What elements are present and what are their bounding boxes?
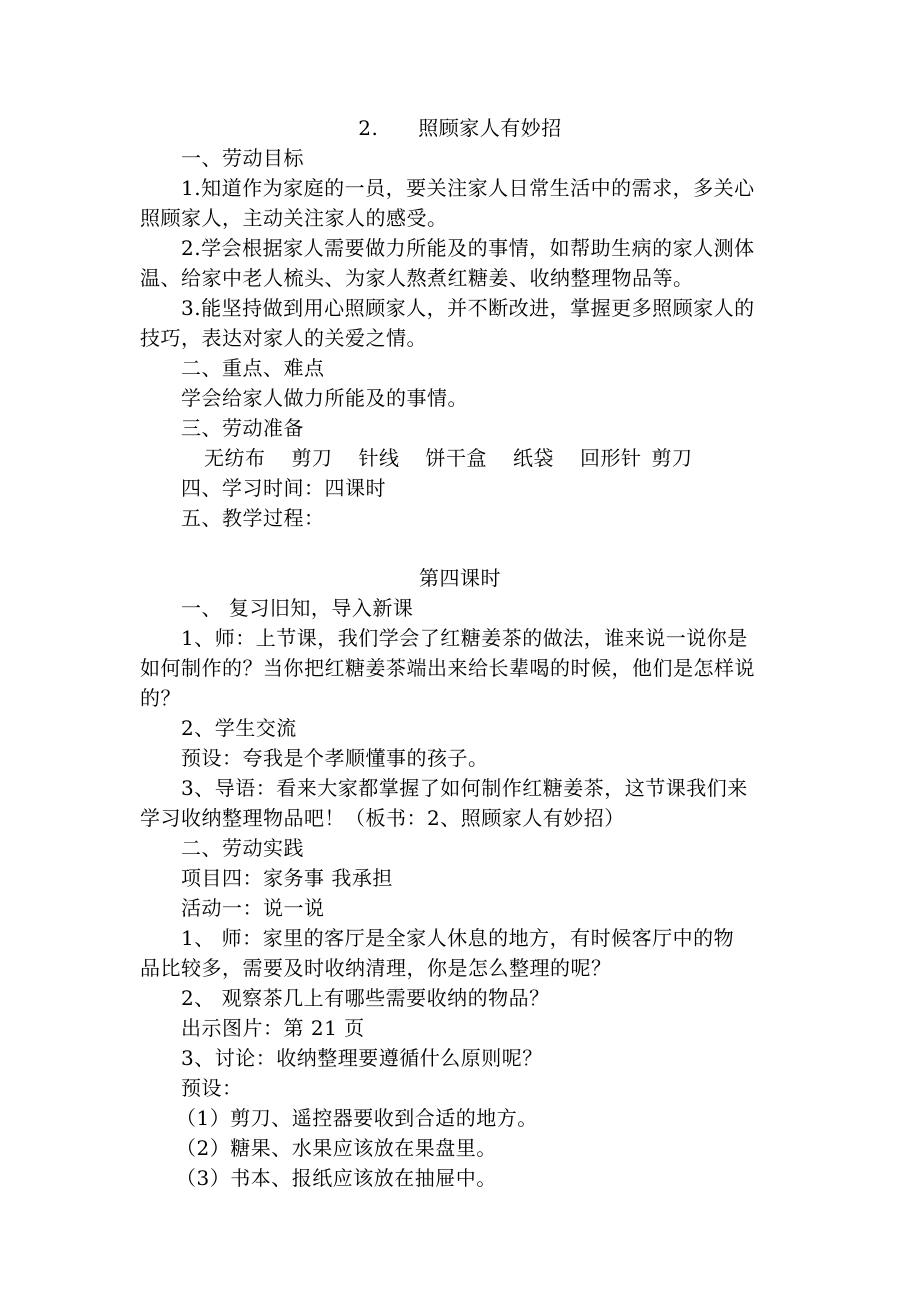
activity-item-2-picture: 出示图片：第 21 页	[181, 1016, 365, 1040]
title-text: 照顾家人有妙招	[418, 116, 562, 140]
activity-item-2: 2、 观察茶几上有哪些需要收纳的物品？	[181, 986, 550, 1010]
activity-1-title: 活动一：说一说	[181, 896, 325, 920]
goal-3-line-2: 技巧，表达对家人的关爱之情。	[140, 326, 427, 350]
principle-item-3: （3）书本、报纸应该放在抽屉中。	[176, 1166, 497, 1190]
goal-3-line-1: 3.能坚持做到用心照顾家人，并不断改进，掌握更多照顾家人的	[181, 296, 755, 320]
key-point-text: 学会给家人做力所能及的事情。	[181, 386, 468, 410]
part-1-heading: 一、 复习旧知，导入新课	[181, 596, 414, 620]
activity-item-3: 3、讨论：收纳整理要遵循什么原则呢？	[181, 1046, 543, 1070]
activity-item-1-line-1: 1、 师：家里的客厅是全家人休息的地方，有时候客厅中的物	[181, 926, 735, 950]
goal-2-line-1: 2.学会根据家人需要做力所能及的事情，如帮助生病的家人测体	[181, 236, 755, 260]
material-item: 饼干盒	[425, 446, 487, 470]
title-number: 2.	[358, 116, 379, 140]
paragraph-2: 2、学生交流	[181, 716, 297, 740]
paragraph-3-line-1: 3、导语：看来大家都掌握了如何制作红糖姜茶，这节课我们来	[181, 776, 748, 800]
goal-1-line-2: 照顾家人，主动关注家人的感受。	[140, 206, 448, 230]
paragraph-1-line-1: 1、师：上节课，我们学会了红糖姜茶的做法，谁来说一说你是	[181, 626, 748, 650]
paragraph-1-line-3: 的？	[140, 686, 181, 710]
section-key-points-heading: 二、重点、难点	[181, 356, 325, 380]
material-item: 回形针	[580, 446, 642, 470]
section-goals-heading: 一、劳动目标	[181, 146, 304, 170]
principle-item-2: （2）糖果、水果应该放在果盘里。	[176, 1136, 497, 1160]
principle-item-1: （1）剪刀、遥控器要收到合适的地方。	[176, 1106, 538, 1130]
part-2-heading: 二、劳动实践	[181, 836, 304, 860]
section-time-heading: 四、学习时间：四课时	[181, 476, 386, 500]
lesson-title: 第四课时	[419, 566, 501, 590]
material-item: 针线	[358, 446, 400, 470]
section-preparation-heading: 三、劳动准备	[181, 416, 304, 440]
paragraph-1-line-2: 如何制作的？当你把红糖姜茶端出来给长辈喝的时候，他们是怎样说	[140, 656, 755, 680]
goal-1-line-1: 1.知道作为家庭的一员，要关注家人日常生活中的需求，多关心	[181, 176, 755, 200]
paragraph-3-line-2: 学习收纳整理物品吧！（板书：2、照顾家人有妙招）	[140, 806, 625, 830]
activity-item-3-preset: 预设：	[181, 1076, 243, 1100]
material-item: 剪刀	[651, 446, 693, 470]
project-title: 项目四：家务事 我承担	[181, 866, 393, 890]
section-process-heading: 五、教学过程：	[181, 506, 325, 530]
materials-list	[204, 443, 719, 473]
material-item: 剪刀	[291, 446, 333, 470]
activity-item-1-line-2: 品比较多，需要及时收纳清理，你是怎么整理的呢？	[140, 956, 612, 980]
material-item: 纸袋	[513, 446, 554, 470]
goal-2-line-2: 温、给家中老人梳头、为家人熬煮红糖姜、收纳整理物品等。	[140, 266, 694, 290]
document-title	[0, 113, 920, 143]
material-item: 无纺布	[204, 446, 266, 470]
paragraph-2-preset: 预设：夸我是个孝顺懂事的孩子。	[181, 746, 489, 770]
